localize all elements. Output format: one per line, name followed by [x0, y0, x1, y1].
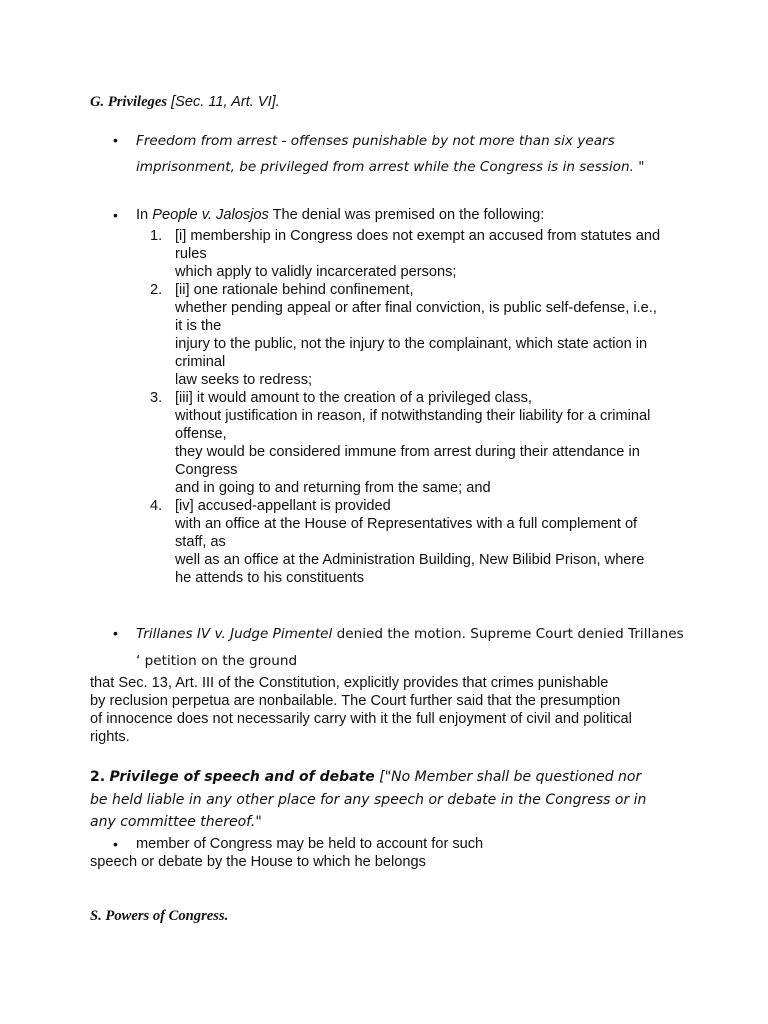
list-number: 3. [150, 390, 163, 406]
bullet-marker: • [113, 836, 118, 852]
list-line: [ii] one rationale behind confinement, [175, 282, 414, 298]
list-line: it is the [175, 318, 222, 334]
list-line: criminal [175, 354, 226, 370]
list-line: and in going to and returning from the same; and [175, 480, 491, 496]
list-line: staff, as [175, 534, 226, 550]
jalosjos-case-name: People v. Jalosjos [152, 207, 269, 223]
trillanes-line2: ‘ petition on the ground [136, 653, 298, 669]
section-2-heading [90, 768, 641, 786]
list-line: law seeks to redress; [175, 372, 313, 388]
bullet-marker: • [113, 132, 118, 148]
freedom-from-arrest-line2: imprisonment, be privileged from arrest while the Congress is in session. " [136, 159, 645, 175]
member-congress-line1: member of Congress may be held to account for such [136, 836, 484, 852]
list-line: [i] membership in Congress does not exempt an accused from statutes and [175, 228, 661, 244]
list-line: whether pending appeal or after final conviction, is public self-defense, i.e., [175, 300, 657, 316]
list-item [150, 389, 690, 497]
list-line: offense, [175, 426, 227, 442]
list-number: 2. [150, 282, 163, 298]
list-line: which apply to validly incarcerated persons; [175, 264, 457, 280]
jalosjos-lead: In [136, 207, 153, 223]
section-2-quote-start: ["No Member shall be questioned nor [374, 769, 642, 785]
list-line: injury to the public, not the injury to the complainant, which state action in [175, 336, 648, 352]
list-number: 1. [150, 228, 163, 244]
jalosjos-intro [136, 206, 544, 224]
list-line: he attends to his constituents [175, 570, 365, 586]
list-number: 4. [150, 498, 163, 514]
trillanes-line1 [136, 625, 684, 643]
trillanes-paragraph-line: by reclusion perpetua are nonbailable. The Court further said that the presumption [90, 693, 621, 709]
list-item [150, 497, 690, 587]
trillanes-paragraph-line: of innocence does not necessarily carry with it the full enjoyment of civil and political [90, 711, 632, 727]
bullet-marker: • [113, 625, 118, 641]
heading-privileges-ref: [Sec. 11, Art. VI]. [167, 94, 280, 110]
list-line: well as an office at the Administration Building, New Bilibid Prison, where [175, 552, 645, 568]
trillanes-case-name: Trillanes IV v. Judge Pimentel [136, 626, 333, 642]
section-2-quote-line3: any committee thereof." [90, 814, 262, 830]
bullet-marker: • [113, 207, 118, 223]
trillanes-rest: denied the motion. Supreme Court denied Trillanes [332, 626, 684, 642]
list-line: [iii] it would amount to the creation of a privileged class, [175, 390, 532, 406]
member-congress-line2: speech or debate by the House to which he belongs [90, 854, 426, 870]
list-line: Congress [175, 462, 238, 478]
section-2-number: 2. [90, 769, 106, 785]
list-line: without justification in reason, if notwithstanding their liability for a criminal [175, 408, 651, 424]
heading-privileges [90, 93, 280, 111]
trillanes-paragraph-line: that Sec. 13, Art. III of the Constitution, explicitly provides that crimes punishable [90, 675, 609, 691]
list-line: [iv] accused-appellant is provided [175, 498, 391, 514]
list-line: they would be considered immune from arrest during their attendance in [175, 444, 640, 460]
freedom-from-arrest-line1: Freedom from arrest - offenses punishable by not more than six years [136, 133, 615, 149]
trillanes-paragraph-line: rights. [90, 729, 130, 745]
jalosjos-rest: The denial was premised on the following: [268, 207, 545, 223]
list-line: rules [175, 246, 207, 262]
list-line: with an office at the House of Representatives with a full complement of [175, 516, 638, 532]
heading-privileges-title: G. Privileges [90, 94, 168, 110]
section-2-quote-line2: be held liable in any other place for any speech or debate in the Congress or in [90, 792, 647, 808]
jalosjos-numbered-list [150, 227, 690, 587]
section-2-title: Privilege of speech and of debate [109, 769, 375, 785]
list-item [150, 227, 690, 281]
list-item [150, 281, 690, 389]
heading-powers-title: S. Powers of Congress. [90, 908, 229, 924]
heading-powers-of-congress [90, 907, 228, 925]
